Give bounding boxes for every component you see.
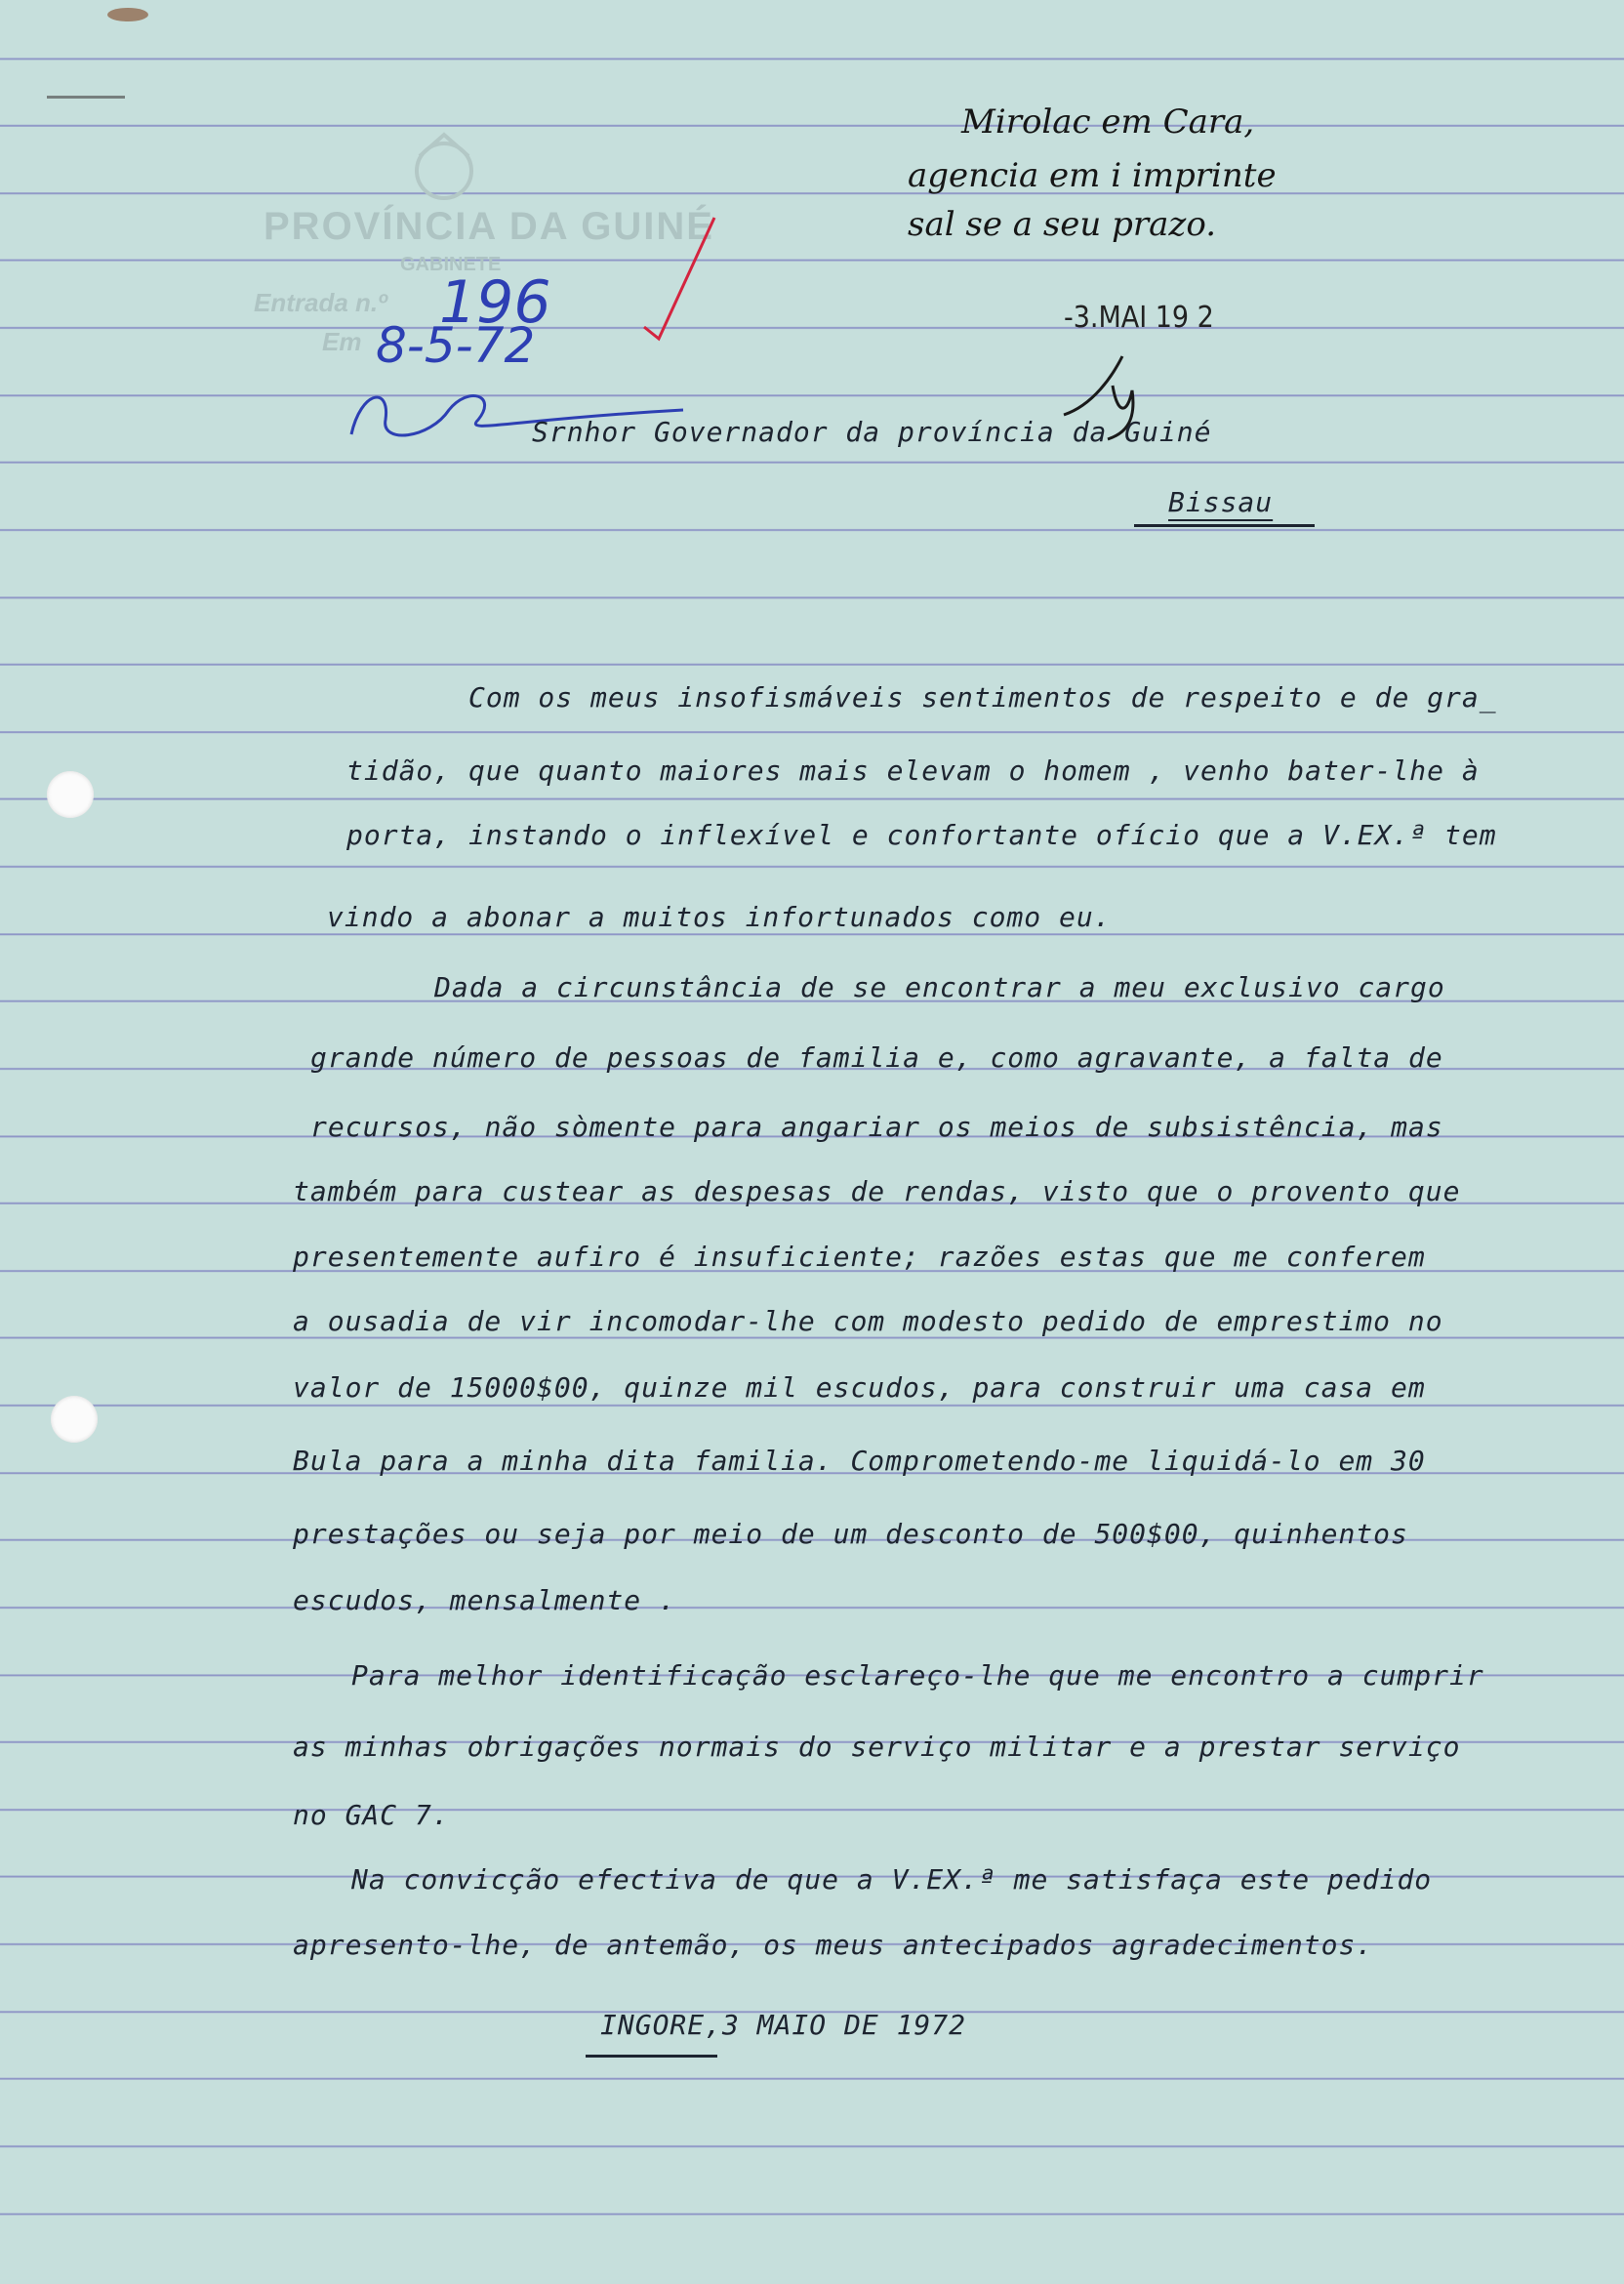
body-line: Para melhor identificação esclareço-lhe que me encontro a cumprir: [351, 1659, 1484, 1692]
addressee-line: Srnhor Governador da província da Guiné: [532, 416, 1212, 448]
stamp-date: Em: [322, 327, 362, 356]
body-line: a ousadia de vir incomodar-lhe com modesto pedido de emprestimo no: [293, 1305, 1443, 1337]
addressee-city: Bissau: [1168, 486, 1274, 518]
body-line: Bula para a minha dita familia. Comprometendo-me liquidá-lo em 30: [293, 1445, 1426, 1477]
punch-hole-top: [47, 771, 94, 818]
stamp-province: PROVÍNCIA DA GUINÉ: [264, 205, 714, 248]
body-line: Com os meus insofismáveis sentimentos de respeito e de gra_: [468, 681, 1497, 714]
corner-scribble: [47, 96, 125, 99]
red-check-icon: [634, 210, 722, 347]
body-line: vindo a abonar a muitos infortunados como eu.: [327, 901, 1112, 933]
place-underline: [586, 2055, 717, 2058]
body-line: Dada a circunstância de se encontrar a meu exclusivo cargo: [434, 971, 1445, 1003]
corner-mark: [107, 8, 148, 21]
body-line: também para custear as despesas de rendas, visto que o provento que: [293, 1175, 1461, 1207]
body-line: presentemente aufiro é insuficiente; razões estas que me conferem: [293, 1241, 1426, 1273]
punch-hole-bottom: [51, 1396, 98, 1443]
place-date: INGORE,3 MAIO DE 1972: [600, 2009, 967, 2041]
note-line-2: agencia em i imprinte: [908, 156, 1277, 195]
body-line: escudos, mensalmente .: [293, 1584, 676, 1616]
body-line: prestações ou seja por meio de um desconto de 500$00, quinhentos: [293, 1518, 1408, 1550]
emblem-icon: [400, 127, 488, 205]
registry-number: 196: [439, 268, 551, 337]
body-line: Na convicção efectiva de que a V.EX.ª me satisfaça este pedido: [351, 1863, 1433, 1896]
body-line: recursos, não sòmente para angariar os meios de subsistência, mas: [310, 1111, 1443, 1143]
body-line: tidão, que quanto maiores mais elevam o homem , venho bater-lhe à: [346, 755, 1480, 787]
registry-date: 8-5-72: [376, 317, 536, 374]
body-line: no GAC 7.: [293, 1799, 450, 1831]
stamp-office: GABINETE: [400, 254, 502, 275]
body-line: grande número de pessoas de familia e, como agravante, a falta de: [310, 1041, 1443, 1074]
note-line-1: Mirolac em Cara,: [961, 102, 1255, 142]
body-line: as minhas obrigações normais do serviço militar e a prestar serviço: [293, 1731, 1461, 1763]
body-line: porta, instando o inflexível e confortante ofício que a V.EX.ª tem: [346, 819, 1497, 851]
body-line: apresento-lhe, de antemão, os meus antecipados agradecimentos.: [293, 1929, 1374, 1961]
body-line: valor de 15000$00, quinze mil escudos, para construir uma casa em: [293, 1371, 1426, 1404]
note-line-3: sal se a seu prazo.: [908, 205, 1217, 244]
received-stamp: -3.MAI 19 2: [1064, 301, 1214, 335]
stamp-entry: Entrada n.º: [254, 288, 387, 317]
city-underline: [1134, 524, 1315, 527]
